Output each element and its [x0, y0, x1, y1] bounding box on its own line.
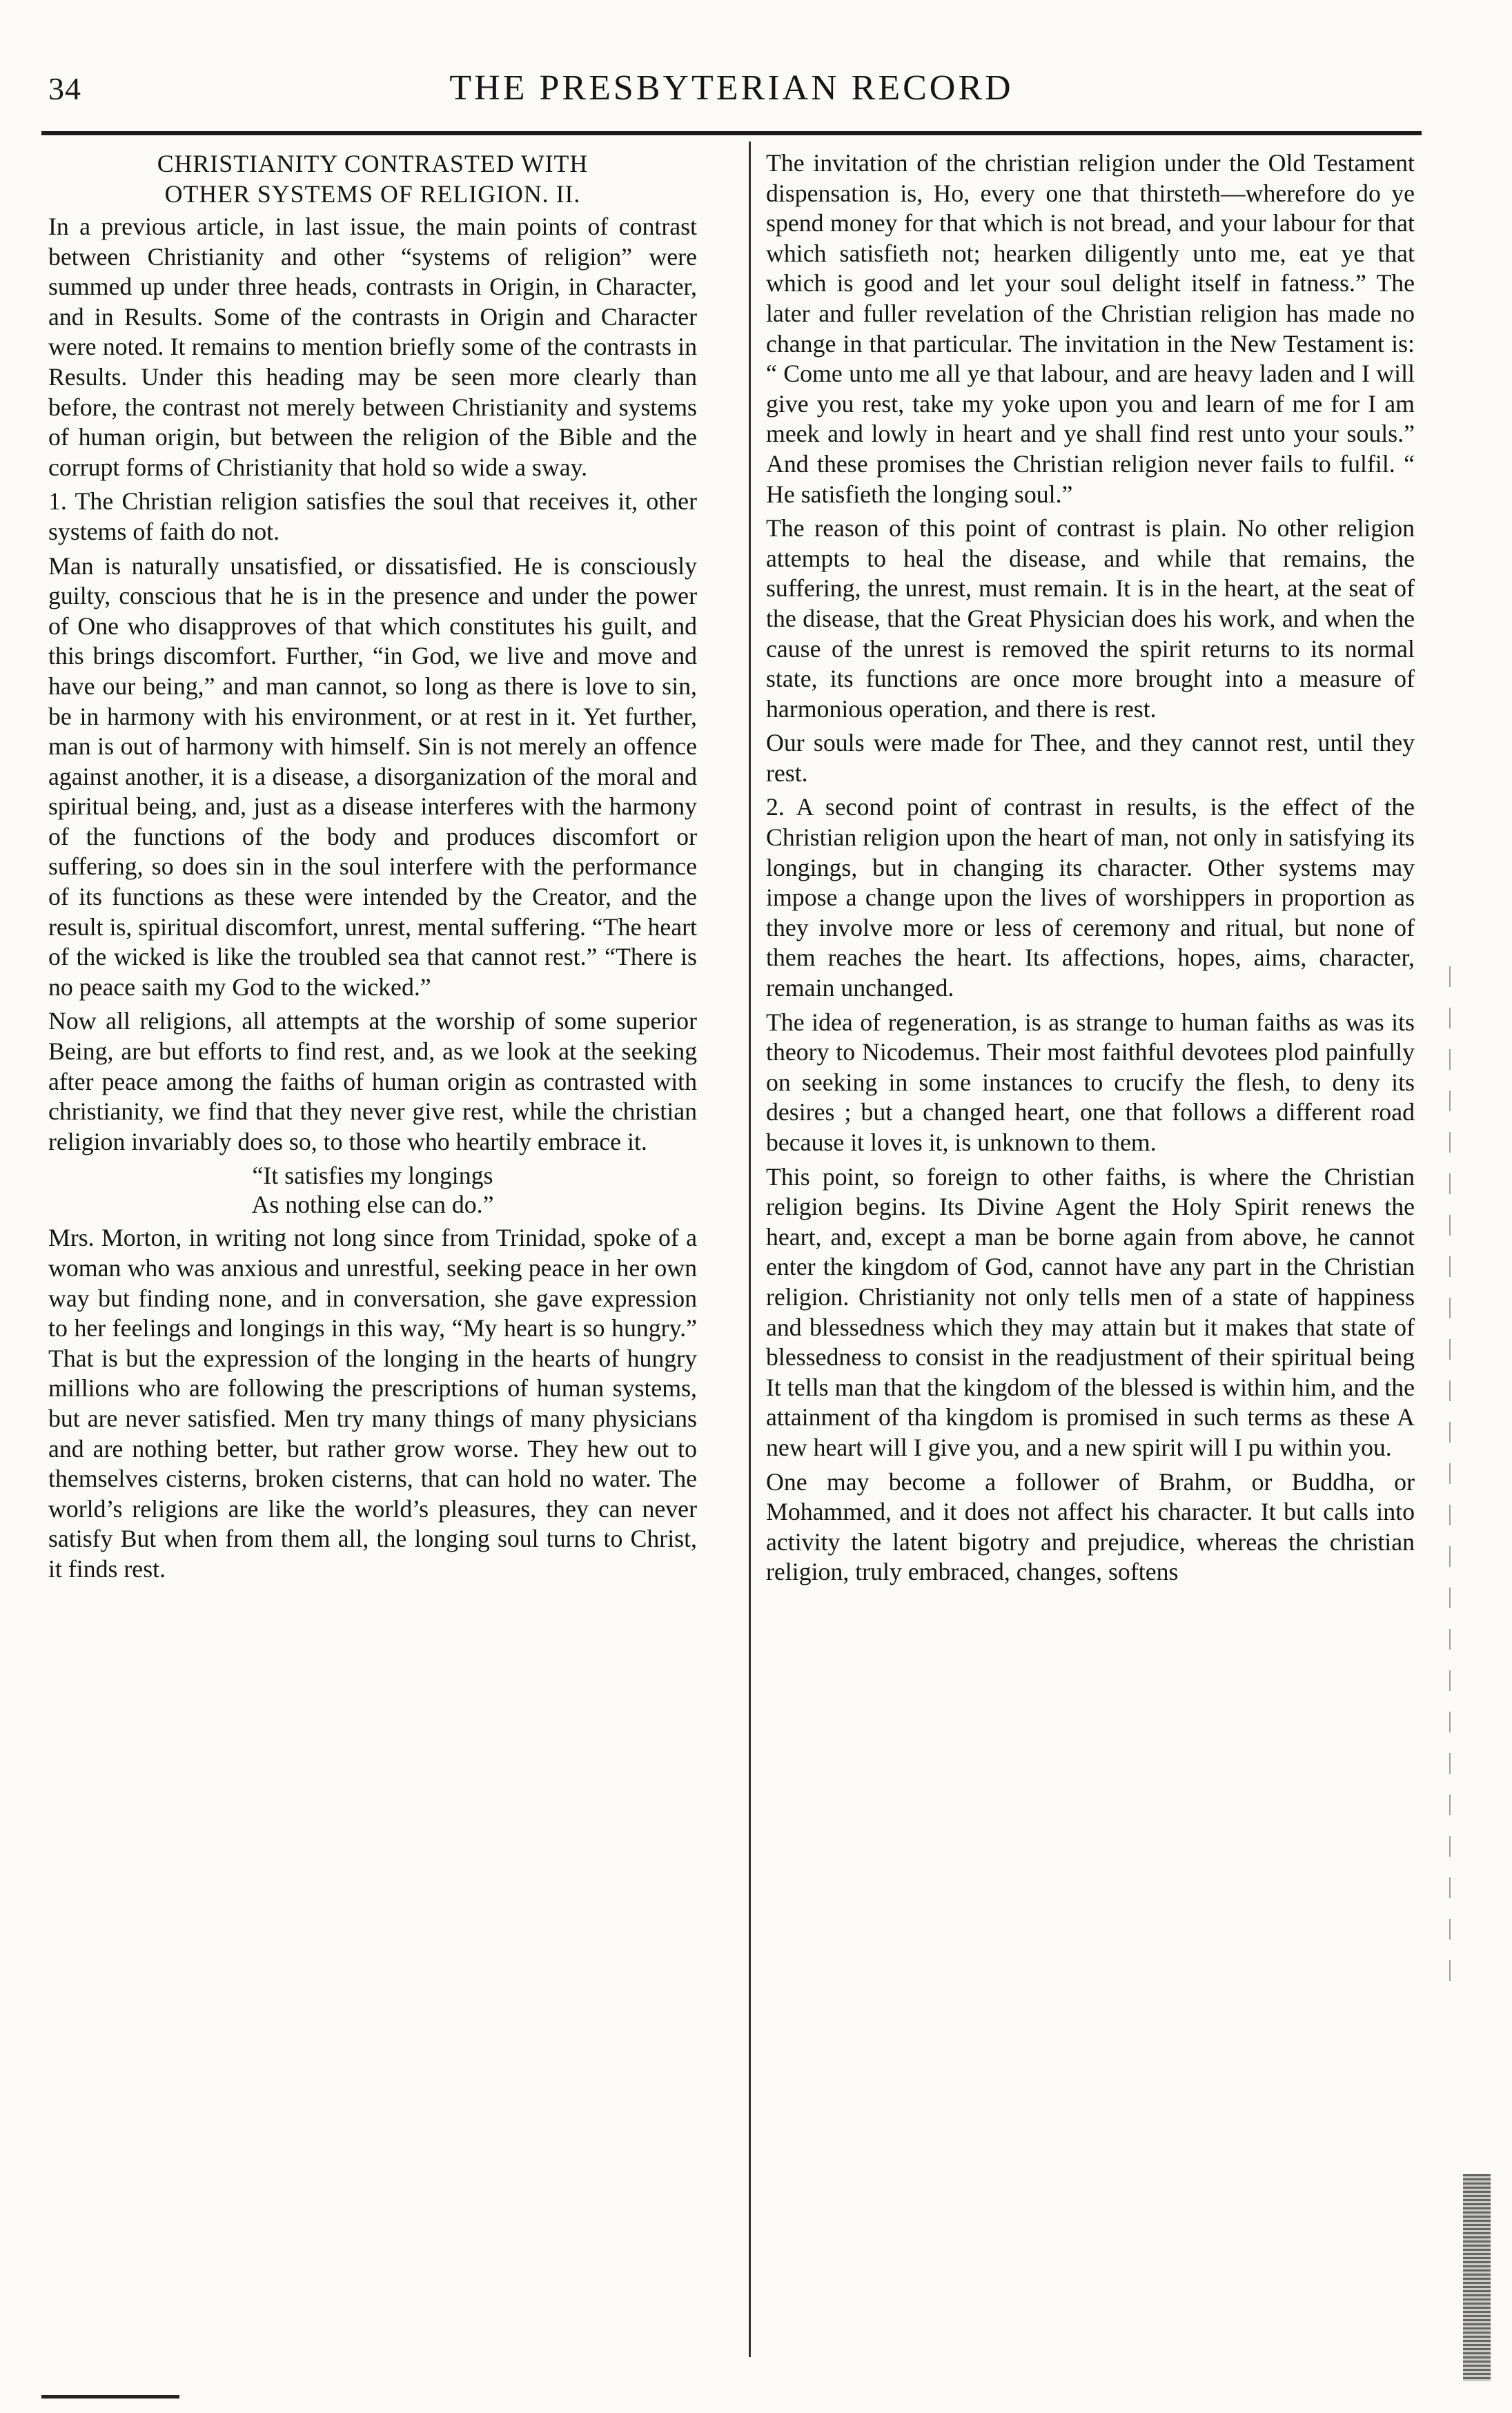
article-title-line-2: OTHER SYSTEMS OF RELIGION. II.: [164, 180, 581, 208]
binding-edge-mark: [1463, 2174, 1491, 2381]
verse-line-1: “It satisfies my longings: [252, 1162, 493, 1190]
verse-line-2: As nothing else can do.”: [251, 1191, 494, 1219]
paragraph: Man is naturally unsatisfied, or dissatisfied. He is consciously guilty, conscious that he is in the presence and under the power of One who disapproves of that which constitutes his guilt, and this brings discomfort. Further, “in God, we live and move and have our being,” and man cannot, so long as there is love to sin, be in harmony with his environment, or at rest in it. Yet further, man is out of harmony with himself. Sin is not merely an offence against another, it is a disease, a disorganization of the moral and spiritual being, and, just as a disease interferes with the harmony of the functions of the body and produces discomfort or suffering, so does sin in the soul interfere with the performance of its functions as these were intended by the Creator, and the result is, spiritual discomfort, unrest, mental suffering. “The heart of the wicked is like the troubled sea that cannot rest.” “There is no peace saith my God to the wicked.”: [48, 551, 697, 1001]
verse-quote: [48, 1161, 697, 1219]
page-edge-mark: [1449, 966, 1451, 2002]
paragraph: The invitation of the christian religion under the Old Testament dispensation is, Ho, every one that thirsteth—wherefore do ye spend money for that which is not bread, and your labour for that which satisfieth not; hearken diligently unto me, eat ye that which is good and let your soul delight itself in fatness.” The later and fuller revelation of the Christian religion has made no change in that particular. The invitation in the New Testament is: “ Come unto me all ye that labour, and are heavy laden and I will give you rest, take my yoke upon you and learn of me for I am meek and lowly in heart and ye shall find rest unto your souls.” And these promises the Christian religion never fails to fulfil. “ He satisfieth the longing soul.”: [766, 149, 1415, 508]
right-column: [766, 148, 1415, 1592]
article-title: [48, 148, 697, 209]
paragraph: Mrs. Morton, in writing not long since from Trinidad, spoke of a woman who was anxious and unrestful, seeking peace in her own way but finding none, and in conversation, she gave expression to her feelings and longings in this way, “My heart is so hungry.” That is but the expression of the longing in the hearts of hungry millions who are following the prescriptions of human systems, but are never satisfied. Men try many things of many physicians and are nothing better, but rather grow worse. They hew out to themselves cisterns, broken cisterns, that can hold no water. The world’s religions are like the world’s pleasures, they can never satisfy But when from them all, the longing soul turns to Christ, it finds rest.: [48, 1224, 697, 1583]
paragraph: The reason of this point of contrast is plain. No other religion attempts to heal the disease, and while that remains, the suffering, the unrest, must remain. It is in the heart, at the seat of the disease, that the Great Physician does his work, and when the cause of the unrest is removed the spirit returns to its normal state, its functions are once more brought into a measure of harmonious operation, and there is rest.: [766, 514, 1415, 723]
left-column: [48, 148, 697, 1589]
paragraph: This point, so foreign to other faiths, is where the Christian religion begins. Its Divine Agent the Holy Spirit renews the heart, and, except a man be borne again from above, he cannot enter the kingdom of God, cannot have any part in the Christian religion. Christianity not only tells men of a state of happiness and blessedness which they may attain but it makes that state of blessedness to consist in the readjustment of their spiritual being It tells man that the kingdom of the blessed is within him, and the attainment of tha kingdom is promised in such terms as these A new heart will I give you, and a new spirit will I pu within you.: [766, 1162, 1415, 1461]
page-header: [41, 61, 1422, 123]
paragraph: Our souls were made for Thee, and they cannot rest, until they rest.: [766, 729, 1415, 787]
paragraph: In a previous article, in last issue, the main points of contrast between Christianity and other “systems of religion” were summed up under three heads, contrasts in Origin, in Character, and in Results. Some of the contrasts in Origin and Character were noted. It remains to mention briefly some of the contrasts in Results. Under this heading may be seen more clearly than before, the contrast not merely between Christianity and systems of human origin, but between the religion of the Bible and the corrupt forms of Christianity that hold so wide a sway.: [48, 213, 697, 481]
header-rule: [41, 131, 1422, 135]
paragraph: 1. The Christian religion satisfies the soul that receives it, other systems of faith do not.: [48, 487, 697, 545]
column-divider: [749, 141, 751, 2357]
running-title: THE PRESBYTERIAN RECORD: [449, 68, 1014, 108]
paragraph: The idea of regeneration, is as strange to human faiths as was its theory to Nicodemus. Their most faithful devotees plod painfully on seeking in some instances to crucify the flesh, to deny its desires ; but a changed heart, one that follows a different road because it loves it, is unknown to them.: [766, 1008, 1415, 1156]
bottom-rule: [41, 2395, 179, 2399]
article-title-line-1: CHRISTIANITY CONTRASTED WITH: [157, 150, 589, 177]
paragraph: 2. A second point of contrast in results, is the effect of the Christian religion upon the heart of man, not only in satisfying its longings, but in changing its character. Other systems may impose a change upon the lives of worshippers in proportion as they involve more or less of ceremony and ritual, but none of them reaches the heart. Its affections, hopes, aims, character, remain unchanged.: [766, 793, 1415, 1002]
paragraph: One may become a follower of Brahm, or Buddha, or Mohammed, and it does not affect his character. It but calls into activity the latent bigotry and prejudice, whereas the christian religion, truly embraced, changes, softens: [766, 1467, 1415, 1586]
page-number: 34: [48, 71, 81, 106]
paragraph: Now all religions, all attempts at the worship of some superior Being, are but efforts to find rest, and, as we look at the seeking after peace among the faiths of human origin as contrasted with christianity, we find that they never give rest, while the christian religion invariably does so, to those who heartily embrace it.: [48, 1007, 697, 1155]
